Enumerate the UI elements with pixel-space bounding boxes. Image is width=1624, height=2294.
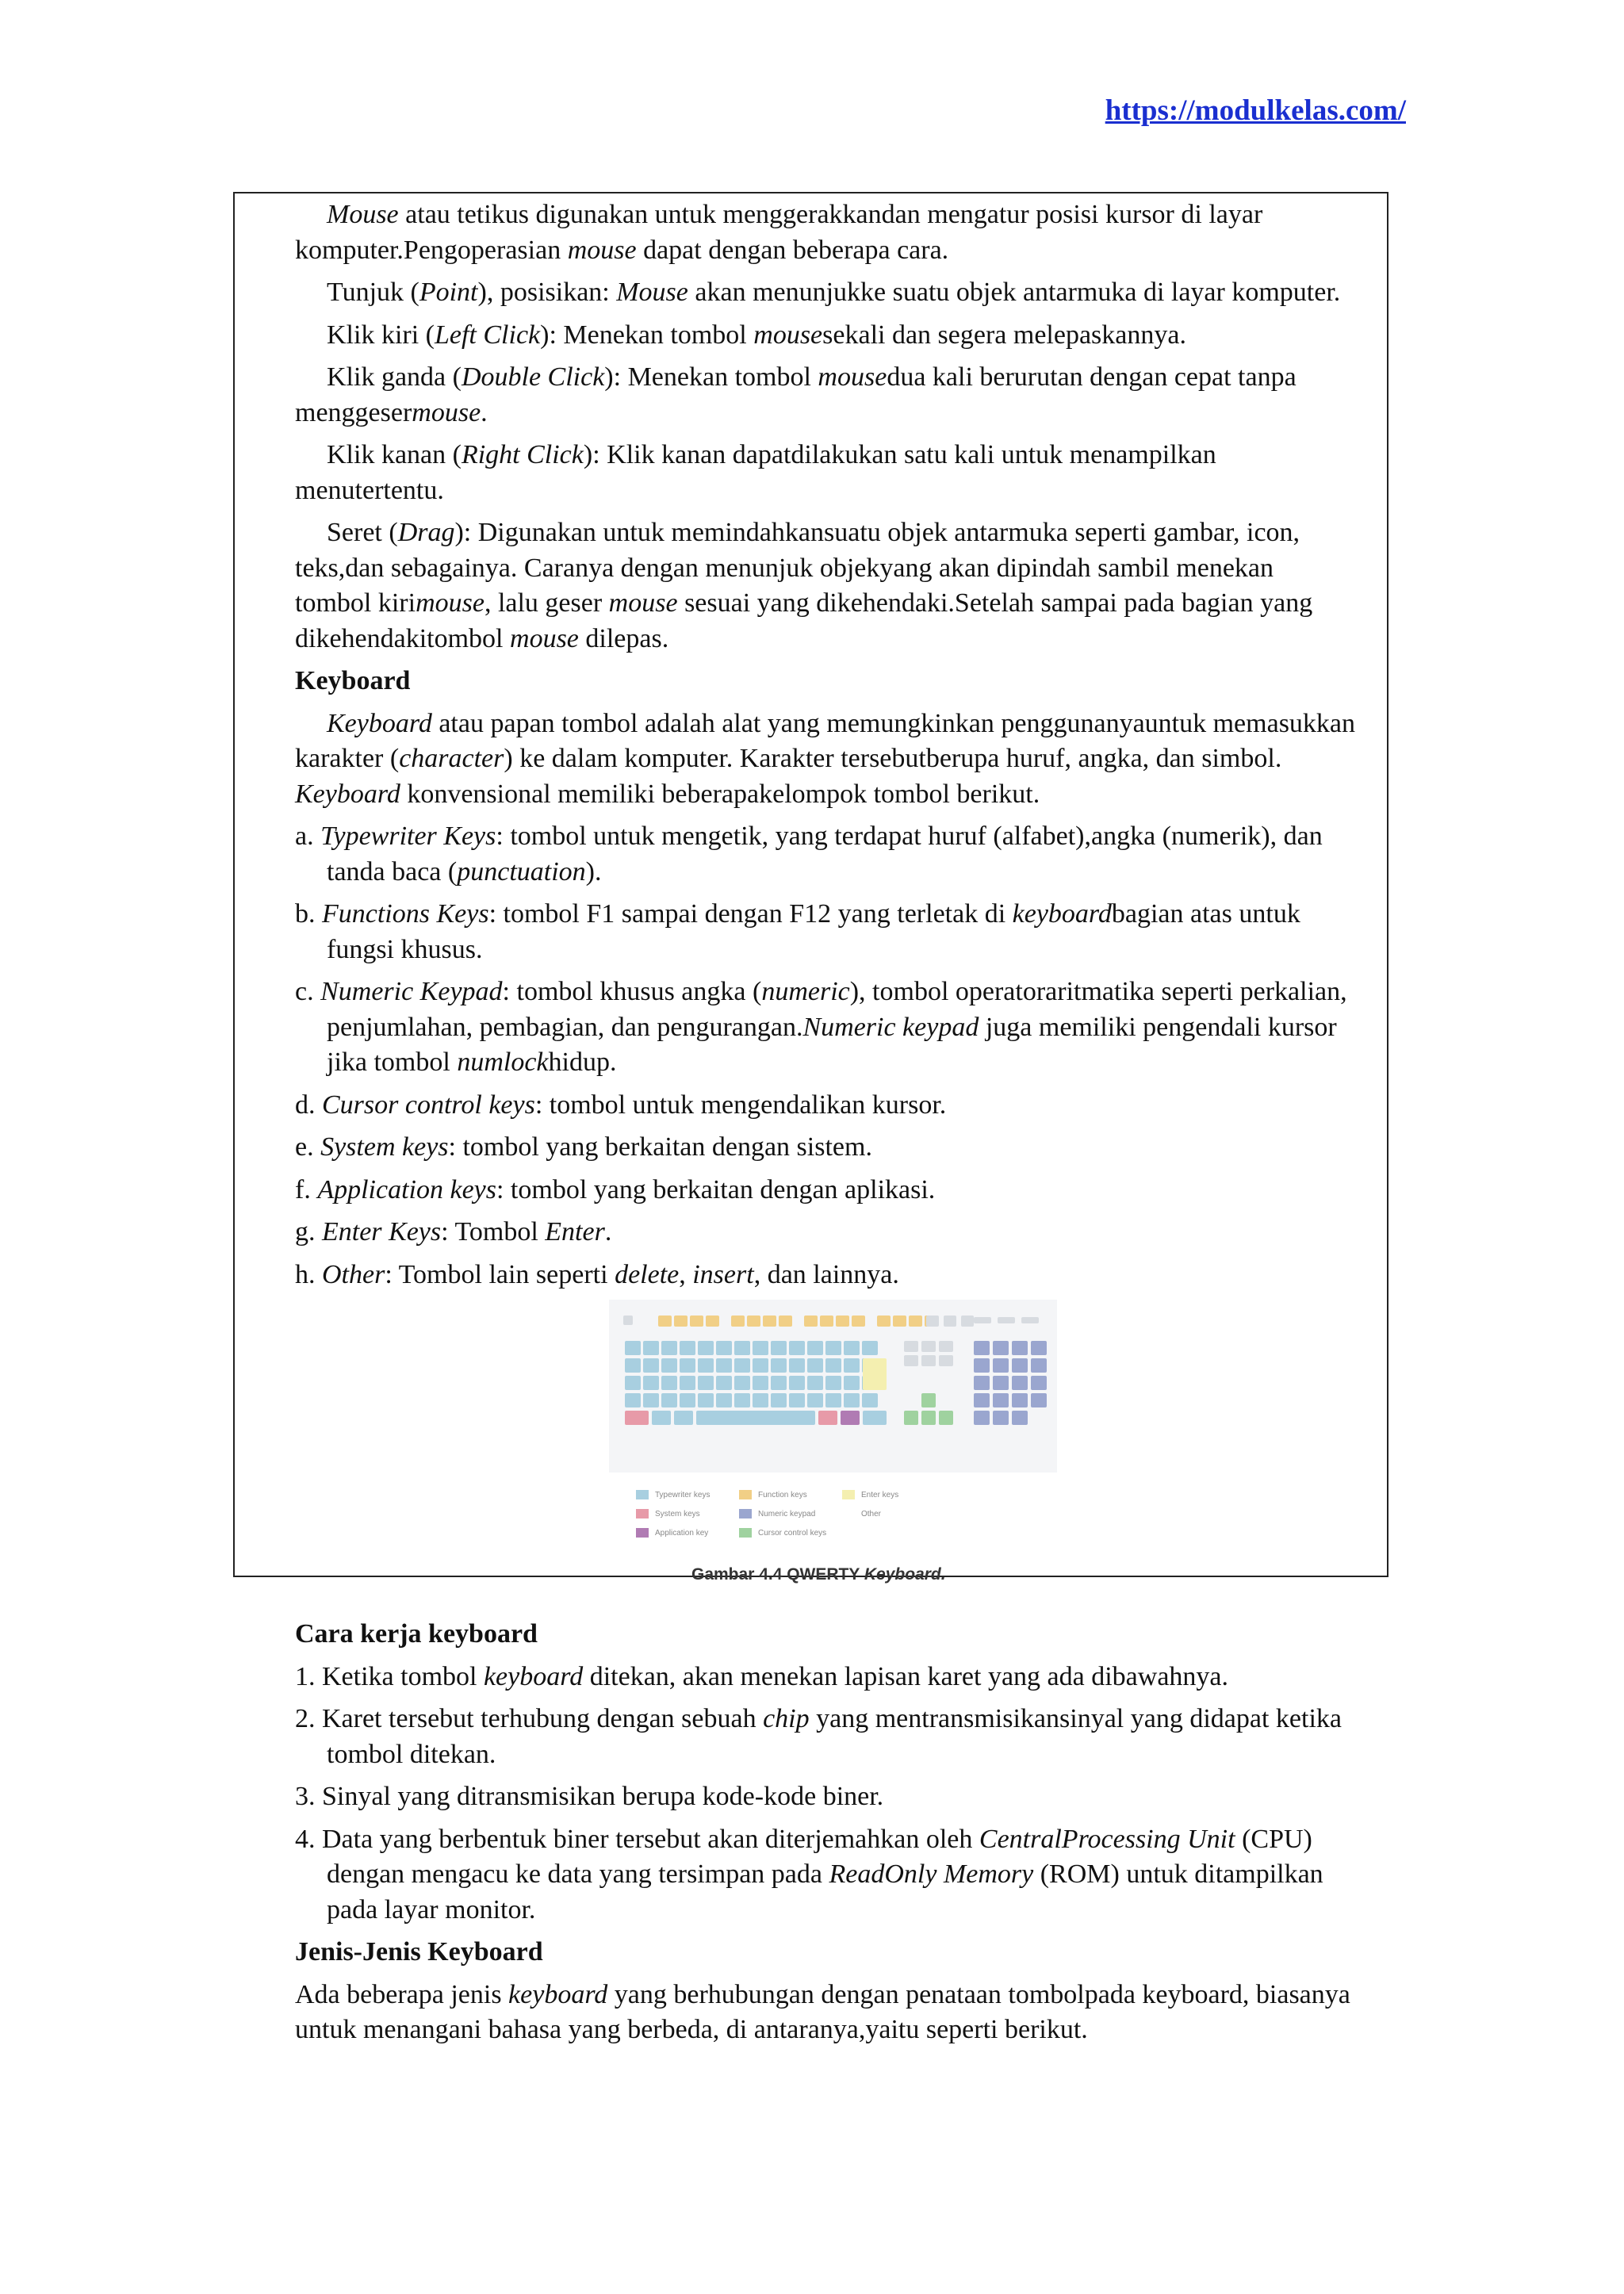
keyboard-key <box>789 1358 805 1373</box>
keyboard-key <box>680 1376 695 1390</box>
keyboard-key <box>771 1376 787 1390</box>
keyboard-key <box>921 1341 936 1352</box>
mouse-intro-paragraph: Mouse atau tetikus digunakan untuk menggerakkandan mengatur posisi kursor di layar komputer.Pengoperasian mouse dapat dengan beberapa cara. <box>295 200 1263 265</box>
list-item: a. Typewriter Keys: tombol untuk mengetik, yang terdapat huruf (alfabet),angka (numerik), dan tanda baca (punctuation). <box>295 821 1323 887</box>
keyboard-key <box>643 1358 659 1373</box>
keyboard-key <box>661 1393 677 1407</box>
legend-numeric-keypad: Numeric keypad <box>739 1509 815 1518</box>
keyboard-key <box>753 1358 768 1373</box>
keyboard-key <box>921 1411 936 1425</box>
keyboard-key <box>1012 1341 1028 1355</box>
keyboard-key <box>771 1393 787 1407</box>
keyboard-key <box>993 1411 1009 1425</box>
keyboard-key <box>1031 1341 1047 1355</box>
keyboard-key <box>661 1358 677 1373</box>
cara-kerja-heading: Cara kerja keyboard <box>295 1619 538 1649</box>
keyboard-heading: Keyboard <box>295 666 411 695</box>
legend-swatch <box>636 1528 649 1538</box>
keyboard-key <box>652 1411 671 1425</box>
keyboard-key <box>921 1355 936 1366</box>
keyboard-key <box>698 1341 714 1355</box>
keyboard-key <box>789 1341 805 1355</box>
list-item: c. Numeric Keypad: tombol khusus angka (numeric), tombol operatoraritmatika seperti perkalian, penjumlahan, pembagian, dan pengurangan.Numeric keypad juga memiliki pengendali kursor jika tombol numlockhidup. <box>295 977 1347 1077</box>
keyboard-key <box>771 1358 787 1373</box>
legend-swatch <box>739 1509 752 1518</box>
keyboard-key <box>696 1411 815 1425</box>
keyboard-key <box>731 1316 745 1327</box>
keyboard-key <box>825 1376 841 1390</box>
keyboard-key <box>779 1316 792 1327</box>
mouse-point-paragraph: Tunjuk (Point), posisikan: Mouse akan menunjukke suatu objek antarmuka di layar komputer. <box>327 278 1341 307</box>
keyboard-key <box>763 1316 776 1327</box>
keyboard-key <box>1012 1358 1028 1373</box>
keyboard-key <box>844 1358 860 1373</box>
keyboard-key <box>680 1358 695 1373</box>
keyboard-key <box>625 1376 641 1390</box>
keyboard-key <box>974 1376 990 1390</box>
keyboard-key <box>904 1341 918 1352</box>
keyboard-key <box>680 1341 695 1355</box>
keyboard-key <box>961 1316 974 1327</box>
keyboard-key <box>625 1341 641 1355</box>
legend-swatch <box>842 1509 855 1518</box>
keyboard-key <box>807 1393 823 1407</box>
keyboard-key <box>862 1341 878 1355</box>
legend-swatch <box>636 1490 649 1499</box>
list-item: 2. Karet tersebut terhubung dengan sebuah chip yang mentransmisikansinyal yang didapat ketika tombol ditekan. <box>295 1704 1342 1769</box>
legend-enter-keys: Enter keys <box>842 1490 898 1499</box>
legend-swatch <box>636 1509 649 1518</box>
keyboard-key <box>836 1316 849 1327</box>
keyboard-key <box>825 1393 841 1407</box>
keyboard-key <box>623 1316 633 1325</box>
keyboard-key <box>993 1376 1009 1390</box>
keyboard-key <box>661 1341 677 1355</box>
keyboard-key <box>625 1393 641 1407</box>
keyboard-key <box>904 1355 918 1366</box>
jenis-keyboard-paragraph: Ada beberapa jenis keyboard yang berhubungan dengan penataan tombolpada keyboard, biasanya untuk menangani bahasa yang berbeda, di antaranya,yaitu seperti berikut. <box>295 1979 1350 2044</box>
keyboard-key <box>974 1358 990 1373</box>
jenis-keyboard-heading: Jenis-Jenis Keyboard <box>295 1937 543 1967</box>
keyboard-key <box>844 1393 860 1407</box>
keyboard-key <box>944 1316 956 1327</box>
keyboard-key <box>974 1317 991 1323</box>
keyboard-key <box>1012 1411 1028 1425</box>
keyboard-key <box>625 1411 649 1425</box>
keyboard-key <box>753 1393 768 1407</box>
keyboard-key <box>893 1316 906 1327</box>
keyboard-key <box>658 1316 672 1327</box>
keyboard-key <box>643 1393 659 1407</box>
mouse-double-click-paragraph: Klik ganda (Double Click): Menekan tombol mousedua kali berurutan dengan cepat tanpa menggesermouse. <box>295 362 1297 427</box>
content-box <box>233 192 1388 2044</box>
keyboard-intro-paragraph: Keyboard atau papan tombol adalah alat yang memungkinkan penggunanyauntuk memasukkan karakter (character) ke dalam komputer. Karakter tersebutberupa huruf, angka, dan simbol. Keyboard konvensional memiliki beberapakelompok tombol berikut. <box>295 708 1356 809</box>
mouse-drag-paragraph: Seret (Drag): Digunakan untuk memindahkansuatu objek antarmuka seperti gambar, icon, teks,dan sebagainya. Caranya dengan menunjuk objekyang akan dipindah sambil menekan tombol kirimouse, lalu geser mouse sesuai yang dikehendaki.Setelah sampai pada bagian yang dikehendakitombol mouse dilepas. <box>295 518 1313 653</box>
keyboard-key <box>844 1376 860 1390</box>
keyboard-key <box>1031 1376 1047 1390</box>
keyboard-key <box>680 1393 695 1407</box>
keyboard-key <box>625 1358 641 1373</box>
legend-swatch <box>739 1528 752 1538</box>
keyboard-key <box>825 1341 841 1355</box>
keyboard-legend <box>636 1490 937 1553</box>
keyboard-key <box>807 1358 823 1373</box>
keyboard-key <box>1012 1376 1028 1390</box>
keyboard-key <box>974 1411 990 1425</box>
header-url-link[interactable]: https://modulkelas.com/ <box>1105 94 1406 127</box>
list-item: f. Application keys: tombol yang berkaitan dengan aplikasi. <box>295 1174 936 1204</box>
mouse-left-click-paragraph: Klik kiri (Left Click): Menekan tombol mousesekali dan segera melepaskannya. <box>327 320 1186 350</box>
list-item: 4. Data yang berbentuk biner tersebut akan diterjemahkan oleh CentralProcessing Unit (CPU) dengan mengacu ke data yang tersimpan pada ReadOnly Memory (ROM) untuk ditampilkan pada layar monitor. <box>295 1824 1323 1924</box>
keyboard-key <box>993 1393 1009 1407</box>
list-item: 1. Ketika tombol keyboard ditekan, akan menekan lapisan karet yang ada dibawahnya. <box>295 1661 1228 1691</box>
keyboard-key <box>716 1341 732 1355</box>
keyboard-key <box>643 1376 659 1390</box>
keyboard-key <box>862 1393 878 1407</box>
keyboard-key <box>789 1376 805 1390</box>
keyboard-key <box>807 1376 823 1390</box>
keyboard-key <box>921 1393 936 1407</box>
keyboard-key <box>690 1316 703 1327</box>
keyboard-key <box>993 1358 1009 1373</box>
keyboard-key <box>926 1316 939 1327</box>
keyboard-key <box>974 1341 990 1355</box>
keyboard-key <box>1031 1358 1047 1373</box>
list-item: b. Functions Keys: tombol F1 sampai dengan F12 yang terletak di keyboardbagian atas untuk fungsi khusus. <box>295 899 1300 964</box>
keyboard-key <box>734 1393 750 1407</box>
keyboard-key <box>909 1316 922 1327</box>
list-item: 3. Sinyal yang ditransmisikan berupa kode-kode biner. <box>295 1782 884 1811</box>
legend-application-key: Application key <box>636 1528 708 1538</box>
keyboard-key <box>939 1341 953 1352</box>
keyboard-key <box>844 1341 860 1355</box>
keyboard-key <box>998 1317 1015 1323</box>
keyboard-key <box>974 1393 990 1407</box>
keyboard-key <box>661 1376 677 1390</box>
keyboard-key <box>904 1411 918 1425</box>
list-item: d. Cursor control keys: tombol untuk mengendalikan kursor. <box>295 1090 947 1120</box>
keyboard-key <box>674 1316 688 1327</box>
keyboard-key <box>698 1393 714 1407</box>
keyboard-key <box>825 1358 841 1373</box>
keyboard-key <box>698 1358 714 1373</box>
keyboard-key <box>993 1341 1009 1355</box>
keyboard-key <box>716 1358 732 1373</box>
list-item: h. Other: Tombol lain seperti delete, insert, dan lainnya. <box>295 1259 899 1289</box>
list-item: e. System keys: tombol yang berkaitan dengan sistem. <box>295 1132 872 1162</box>
keyboard-figure <box>295 1300 1355 1606</box>
keyboard-key <box>820 1316 833 1327</box>
keyboard-key <box>804 1316 818 1327</box>
keyboard-key <box>807 1341 823 1355</box>
figure-caption: Gambar 4.4 QWERTY Keyboard. <box>691 1565 946 1584</box>
legend-other: Other <box>842 1509 881 1518</box>
legend-cursor-control-keys: Cursor control keys <box>739 1528 826 1538</box>
keyboard-key <box>863 1411 887 1425</box>
legend-function-keys: Function keys <box>739 1490 807 1499</box>
keyboard-key <box>674 1411 693 1425</box>
keyboard-key <box>852 1316 865 1327</box>
mouse-right-click-paragraph: Klik kanan (Right Click): Klik kanan dapatdilakukan satu kali untuk menampilkan menutertentu. <box>295 440 1216 505</box>
legend-swatch <box>842 1490 855 1499</box>
keyboard-key <box>706 1316 719 1327</box>
legend-system-keys: System keys <box>636 1509 700 1518</box>
keyboard-key <box>818 1411 837 1425</box>
keyboard-key <box>716 1393 732 1407</box>
keyboard-key <box>939 1355 953 1366</box>
keyboard-key <box>877 1316 891 1327</box>
keyboard-key <box>939 1411 953 1425</box>
keyboard-key <box>747 1316 760 1327</box>
keyboard-key <box>771 1341 787 1355</box>
keyboard-key <box>734 1376 750 1390</box>
legend-typewriter-keys: Typewriter keys <box>636 1490 710 1499</box>
keyboard-key <box>1021 1317 1039 1323</box>
keyboard-key <box>863 1358 887 1390</box>
keyboard-key <box>643 1341 659 1355</box>
keyboard-key <box>716 1376 732 1390</box>
keyboard-key <box>698 1376 714 1390</box>
keyboard-key <box>841 1411 860 1425</box>
keyboard-key <box>734 1358 750 1373</box>
legend-swatch <box>739 1490 752 1499</box>
keyboard-key <box>1012 1393 1028 1407</box>
keyboard-key <box>734 1341 750 1355</box>
keyboard-key <box>789 1393 805 1407</box>
keyboard-key <box>753 1341 768 1355</box>
keyboard-key <box>1031 1393 1047 1407</box>
keyboard-key <box>753 1376 768 1390</box>
qwerty-keyboard-image <box>609 1300 1057 1473</box>
list-item: g. Enter Keys: Tombol Enter. <box>295 1217 612 1247</box>
